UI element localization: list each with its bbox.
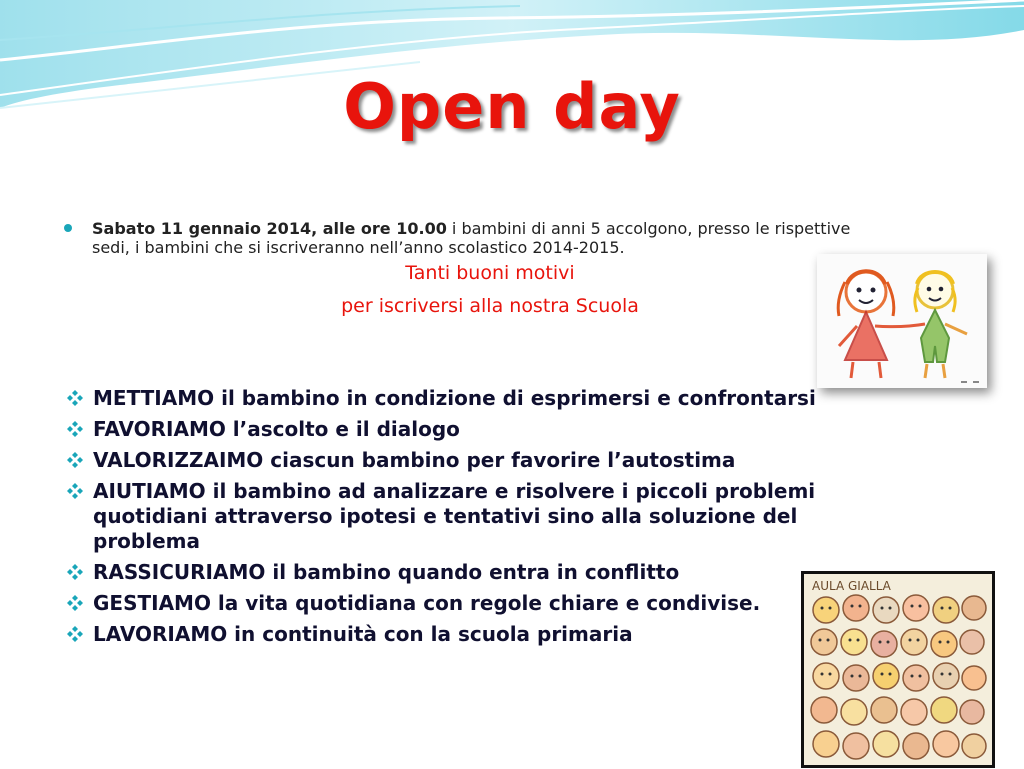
item-verb: METTIAMO [93,386,215,410]
reasons-subheading: per iscriversi alla nostra Scuola [341,295,639,317]
list-item [66,591,886,616]
item-text: l’ascolto e il dialogo [225,417,460,441]
item-text: il bambino in condizione di esprimersi e confrontarsi [214,386,816,410]
item-verb: LAVORIAMO [93,622,228,646]
class-faces-illustration [804,574,992,765]
diamond-quad-bullet-icon [66,482,84,500]
item-verb: VALORIZZAIMO [93,448,264,472]
list-item [66,386,886,411]
item-text: ciascun bambino per favorire l’autostima [263,448,736,472]
diamond-quad-bullet-icon [66,389,84,407]
diamond-quad-bullet-icon [66,451,84,469]
diamond-quad-bullet-icon [66,625,84,643]
item-text: la vita quotidiana con regole chiare e condivise. [210,591,761,615]
item-verb: GESTIAMO [93,591,211,615]
class-drawing-image [801,571,995,768]
list-item [66,622,886,647]
diamond-quad-bullet-icon [66,594,84,612]
item-verb: RASSICURIAMO [93,560,266,584]
item-text: il bambino ad analizzare e risolvere i piccoli problemi quotidiani attraverso ipotesi e tentativi sino alla soluzione del problema [93,479,816,553]
diamond-quad-bullet-icon [66,420,84,438]
children-drawing-image [817,254,987,388]
intro-text-line1: i bambini di anni 5 accolgono, presso le rispettive [446,219,851,238]
item-verb: FAVORIAMO [93,417,226,441]
children-holding-hands-illustration [817,254,987,388]
list-item [66,448,886,473]
list-item [66,479,886,554]
item-verb: AIUTIAMO [93,479,206,503]
item-text: il bambino quando entra in conflitto [265,560,680,584]
item-text: in continuità con la scuola primaria [227,622,633,646]
intro-date: Sabato 11 gennaio 2014, alle ore 10.00 [92,219,447,238]
list-item [66,560,886,585]
diamond-quad-bullet-icon [66,563,84,581]
intro-paragraph [64,219,924,257]
reasons-list [66,386,886,653]
circle-bullet-icon [64,224,72,232]
intro-text-line2: sedi, i bambini che si iscriveranno nell’anno scolastico 2014-2015. [92,238,625,257]
reasons-heading: Tanti buoni motivi [405,262,575,284]
drawing-caption: AULA GIALLA [812,579,891,593]
list-item [66,417,886,442]
slide-title: Open day [343,70,681,143]
